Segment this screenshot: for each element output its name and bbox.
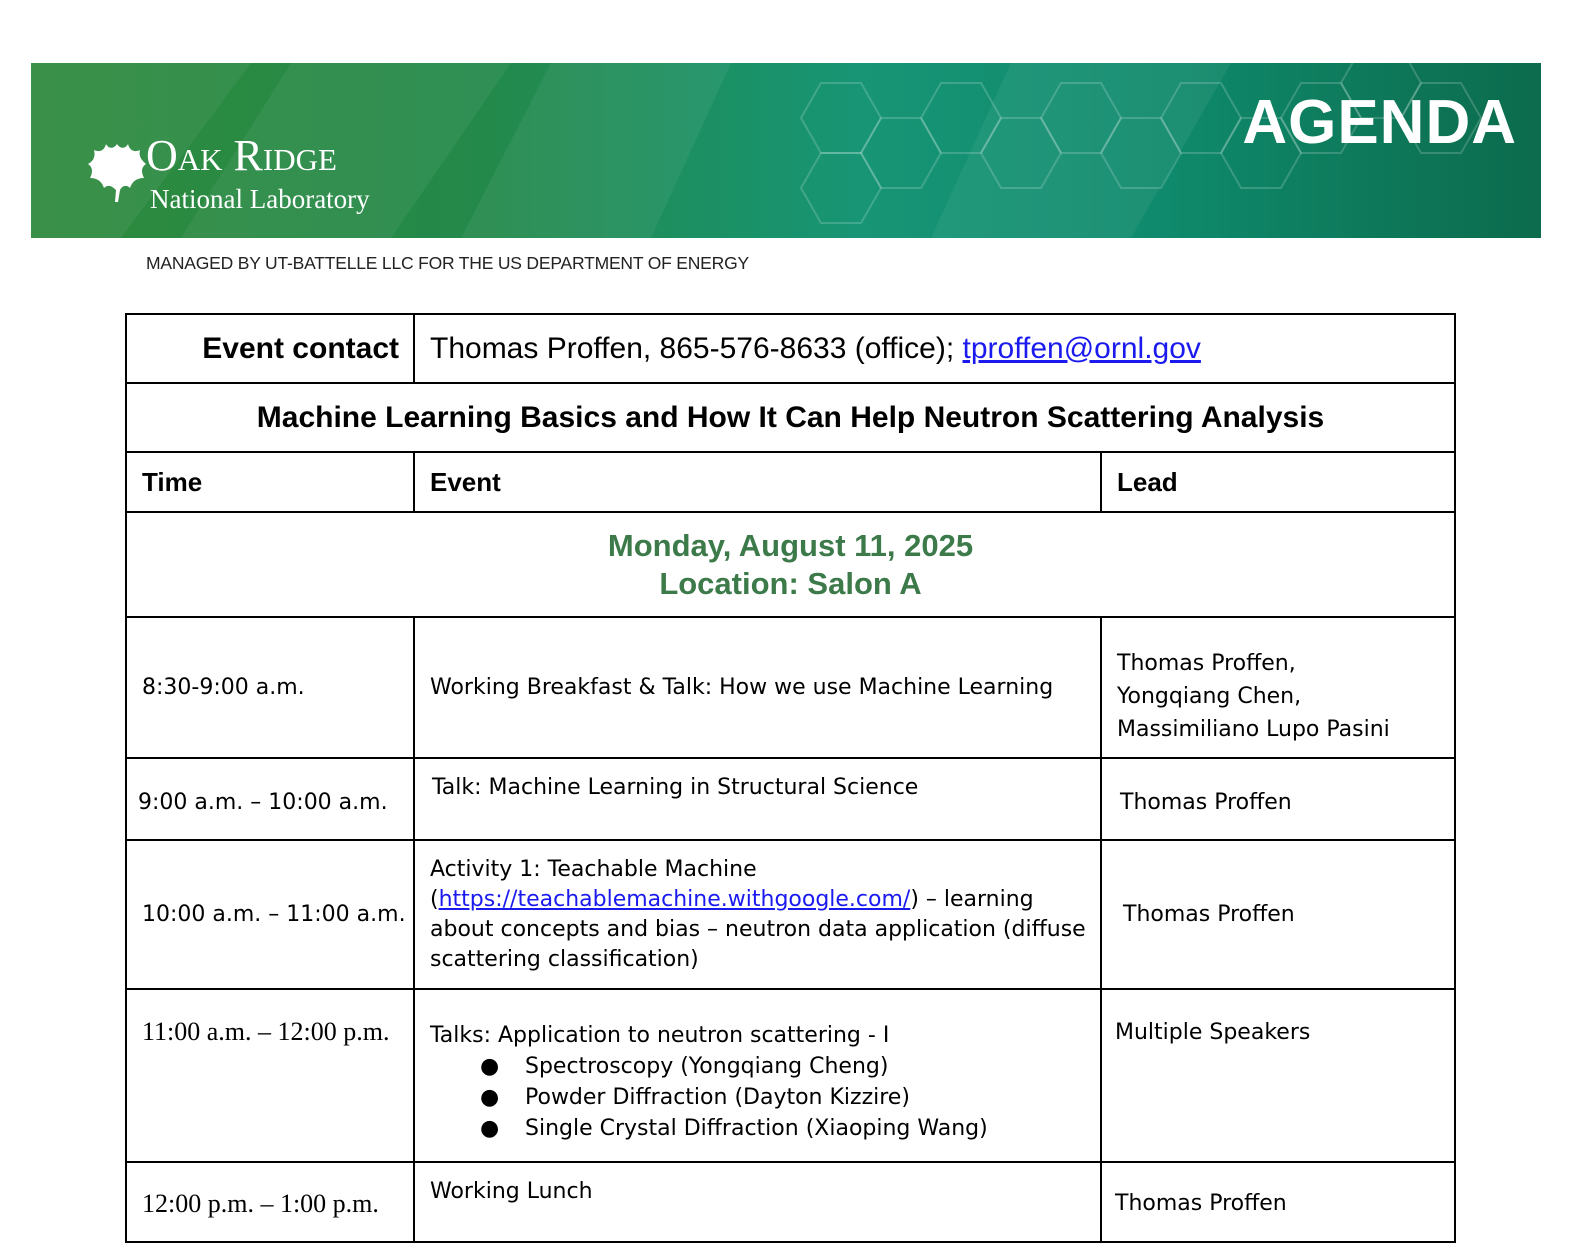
contact-row <box>126 314 1455 383</box>
event-line: Activity 1: Teachable Machine <box>430 856 757 882</box>
contact-value <box>414 314 1455 383</box>
row-event <box>414 989 1101 1162</box>
lead-name: Massimiliano Lupo Pasini <box>1117 717 1390 742</box>
contact-text: Thomas Proffen, 865-576-8633 (office); <box>430 331 963 365</box>
table-row <box>126 617 1455 758</box>
column-header-lead: Lead <box>1101 452 1455 512</box>
row-lead: Multiple Speakers <box>1101 989 1455 1162</box>
table-row <box>126 1162 1455 1242</box>
org-name-line2: National Laboratory <box>150 184 370 214</box>
row-lead <box>1101 617 1455 758</box>
table-row <box>126 758 1455 840</box>
event-title-row <box>126 383 1455 452</box>
list-item <box>430 1051 1100 1082</box>
row-time: 11:00 a.m. – 12:00 p.m. <box>126 989 414 1162</box>
list-item <box>430 1113 1100 1144</box>
row-lead: Thomas Proffen <box>1101 840 1455 989</box>
contact-email-link[interactable]: tproffen@ornl.gov <box>962 331 1201 365</box>
column-header-time: Time <box>126 452 414 512</box>
row-event: Working Lunch <box>414 1162 1101 1242</box>
list-item <box>430 1082 1100 1113</box>
speaker-list <box>430 1051 1100 1144</box>
lead-name: Thomas Proffen, <box>1117 651 1296 676</box>
event-rest: ) – learning about concepts and bias – neutron data application (diffuse scattering classification) <box>430 886 1086 972</box>
row-event: Working Breakfast & Talk: How we use Machine Learning <box>414 617 1101 758</box>
event-title: Machine Learning Basics and How It Can Help Neutron Scattering Analysis <box>126 383 1455 452</box>
oak-leaf-icon <box>88 142 146 204</box>
speaker-topic: Powder Diffraction (Dayton Kizzire) <box>525 1085 910 1110</box>
row-time: 9:00 a.m. – 10:00 a.m. <box>126 758 414 840</box>
row-event: Talk: Machine Learning in Structural Science <box>414 758 1101 840</box>
bullet-icon: ● <box>480 1054 500 1079</box>
day-location: Location: Salon A <box>659 565 922 601</box>
table-row <box>126 989 1455 1162</box>
contact-label: Event contact <box>126 314 414 383</box>
row-time: 8:30-9:00 a.m. <box>126 617 414 758</box>
day-date: Monday, August 11, 2025 <box>607 527 974 563</box>
event-open-paren: ( <box>430 886 439 912</box>
bullet-icon: ● <box>480 1085 500 1110</box>
row-lead: Thomas Proffen <box>1101 758 1455 840</box>
managed-by-text: MANAGED BY UT-BATTELLE LLC FOR THE US DEPARTMENT OF ENERGY <box>146 253 749 273</box>
row-lead: Thomas Proffen <box>1101 1162 1455 1242</box>
org-name-line1: Oak Ridge <box>146 131 337 180</box>
event-line: Talks: Application to neutron scattering - I <box>430 1023 890 1048</box>
day-header <box>126 512 1455 617</box>
table-row <box>126 840 1455 989</box>
column-header-row <box>126 452 1455 512</box>
column-header-event: Event <box>414 452 1101 512</box>
speaker-topic: Spectroscopy (Yongqiang Cheng) <box>525 1054 889 1079</box>
row-time: 10:00 a.m. – 11:00 a.m. <box>126 840 414 989</box>
lead-name: Yongqiang Chen, <box>1117 684 1302 709</box>
event-description <box>430 885 1086 975</box>
bullet-icon: ● <box>480 1116 500 1141</box>
day-header-row <box>126 512 1455 617</box>
row-time: 12:00 p.m. – 1:00 p.m. <box>126 1162 414 1242</box>
speaker-topic: Single Crystal Diffraction (Xiaoping Wang) <box>525 1116 988 1141</box>
row-event <box>414 840 1101 989</box>
teachable-machine-link[interactable]: https://teachablemachine.withgoogle.com/ <box>438 886 911 912</box>
agenda-title: AGENDA <box>1242 88 1517 157</box>
agenda-table <box>125 313 1456 1243</box>
